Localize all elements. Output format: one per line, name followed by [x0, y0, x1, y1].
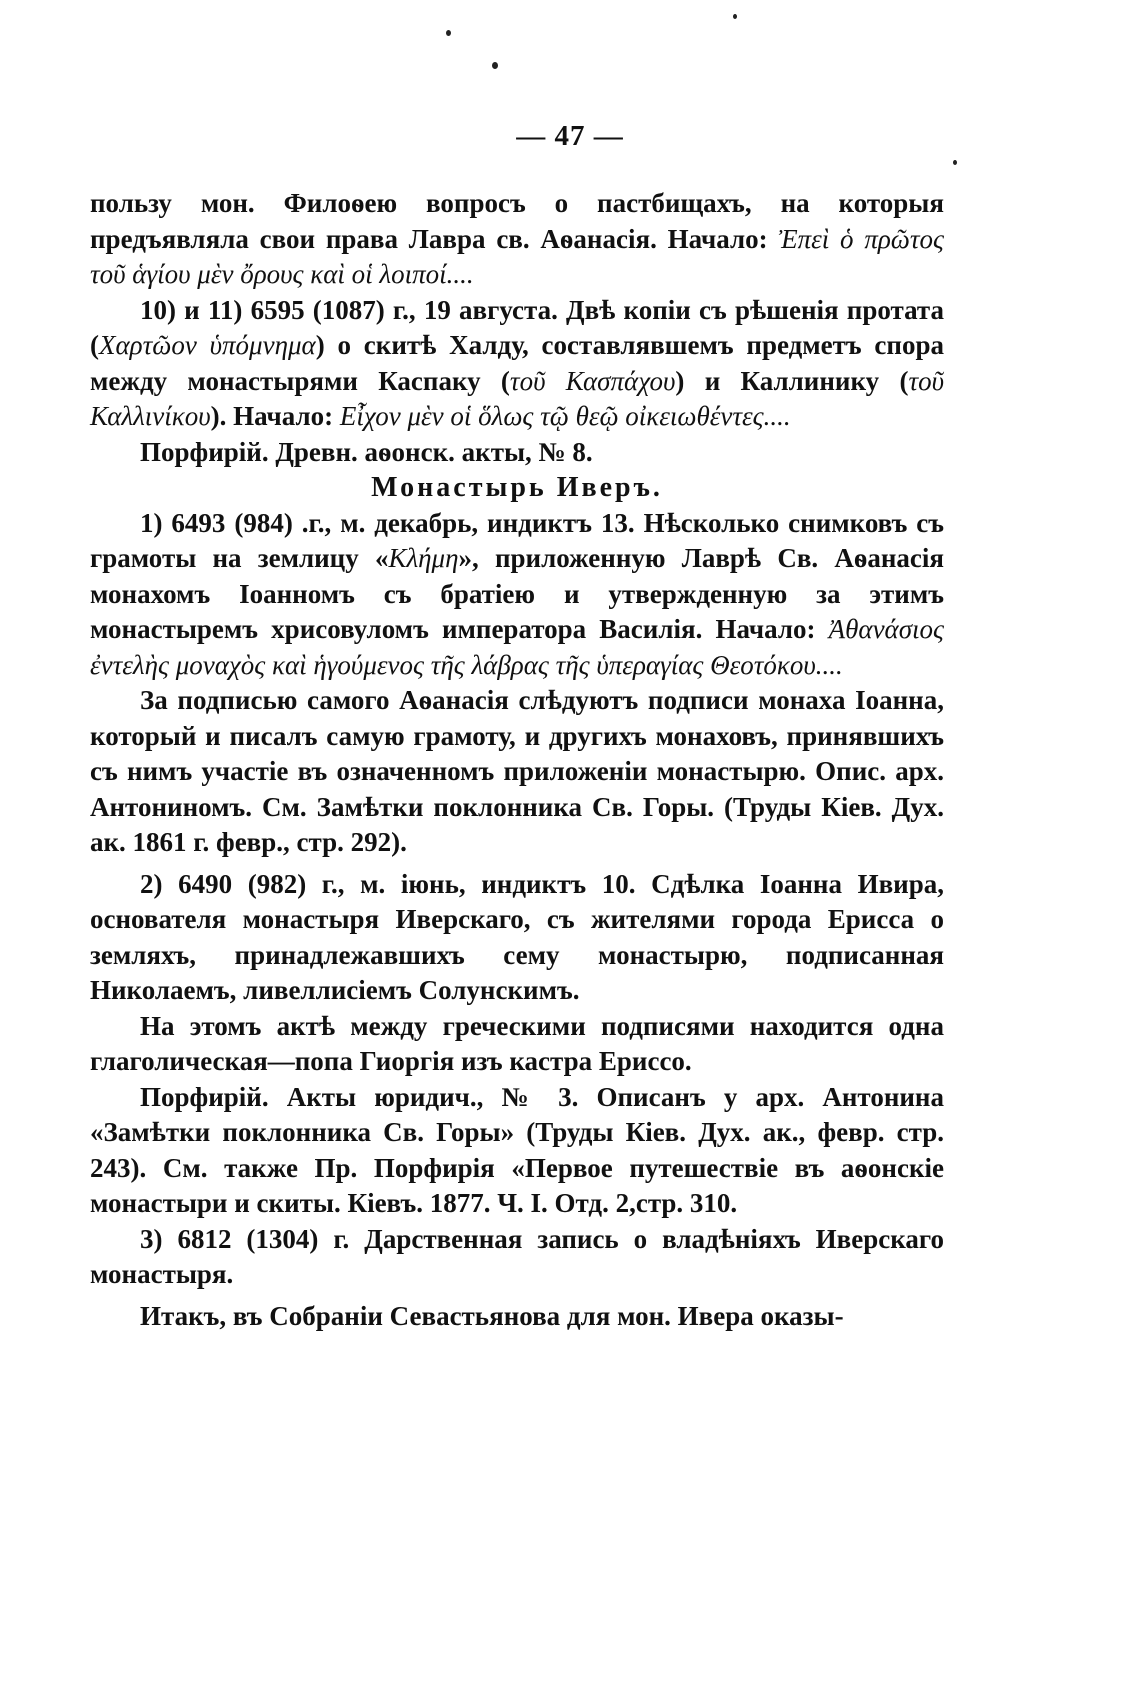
paragraph-text: ). Начало: — [210, 401, 340, 431]
section-heading-iver-monastery: Монастырь Иверъ. — [371, 472, 663, 503]
paragraph-reference-porfiry-acts: Порфирій. Акты юридич., № 3. Описанъ у арх. Антонина «Замѣтки поклонника Св. Горы» (Труды Кіев. Дух. ак., февр. стр. 243). См. также Пр. Порфирія «Первое путешествіе въ аѳонскіе монастыри и скиты. Кіевъ. 1877. Ч. I. Отд. 2,стр. 310. — [90, 1081, 944, 1218]
page-number: — 47 — — [516, 120, 624, 152]
paragraph-entry-3: 3) 6812 (1304) г. Дарственная запись о владѣніяхъ Иверскаго монастыря. — [90, 1223, 944, 1289]
greek-incipit: Ἐπεὶ ὁ πρῶτος τοῦ ἁγίου μὲν ὄρους καὶ οἱ λοιποί.... — [90, 223, 944, 289]
greek-word-klimi: Κλήμη — [388, 543, 459, 573]
paragraph-signatures: За подписью самого Аѳанасія слѣдуютъ подписи монаха Іоанна, который и писалъ самую грамоту, и другихъ монаховъ, принявшихъ съ нимъ участіе въ означенномъ приложеніи монастырю. Опис. арх. Антониномъ. См. Замѣтки поклонника Св. Горы. (Труды Кіев. Дух. ак. 1861 г. февр., стр. 292). — [90, 685, 944, 857]
paragraph-text: 10) и 11) 6595 (1087) г., 19 августа. Двѣ копіи съ рѣшенія протата ( — [90, 294, 944, 360]
paragraph-text: 1) 6493 (984) .г., м. декабрь, индиктъ 13. Нѣсколько снимковъ съ грамоты на землицу « — [90, 507, 944, 573]
ink-speck — [733, 14, 737, 19]
paragraph-text: ) о скитѣ Халду, составлявшемъ предметъ спора между монастырями Каспаку ( — [90, 330, 944, 396]
paragraph-reference-porfiry: Порфирій. Древн. аѳонск. акты, № 8. — [140, 436, 593, 467]
paragraph-text: ) и Каллинику ( — [675, 365, 909, 396]
greek-name-kallinikou: τοῦ Καλλινίκου — [90, 365, 944, 431]
paragraph-text: пользу мон. Филоѳею вопросъ о пастбищахъ, на которыя предъявляла свои права Лавра св. Аѳанасія. Начало: — [90, 188, 944, 254]
paragraph-entry-10-11 — [90, 293, 944, 435]
ink-speck — [953, 160, 957, 165]
greek-incipit: Εἶχον μὲν οἱ ὅλως τῷ θεῷ οἰκειωθέντες.... — [339, 401, 791, 431]
paragraph-filotheou-continuation — [90, 186, 944, 293]
greek-name-kaspakou: τοῦ Κασπάχου — [509, 365, 676, 396]
ink-speck — [492, 62, 498, 69]
paragraph-conclusion: Итакъ, въ Собраніи Севастьянова для мон. Ивера оказы- — [140, 1300, 844, 1331]
greek-incipit: Ἀθανάσιος ἐντελὴς μοναχὸς καὶ ἡγούμενος τῆς λάβρας τῆς ὑπεραγίας Θεοτόκου.... — [90, 614, 944, 680]
paragraph-text: », приложенную Лаврѣ Св. Аѳанасія монахомъ Іоанномъ съ братіею и утвержденную за этимъ монастыремъ хрисовуломъ императора Василія. Начало: — [90, 543, 945, 644]
paragraph-entry-2: 2) 6490 (982) г., м. іюнь, индиктъ 10. Сдѣлка Іоанна Ивира, основателя монастыря Иверскаго, съ жителями города Ерисса о земляхъ, принадлежавшихъ сему монастырю, подписанная Николаемъ, ливеллисіемъ Солунскимъ. — [90, 868, 944, 1005]
paragraph-entry-1 — [90, 506, 944, 684]
greek-title: Χαρτῶον ὑπόμνημα — [99, 330, 316, 360]
ink-speck — [446, 30, 451, 36]
page-body — [90, 186, 944, 1334]
paragraph-glagolitic-note: На этомъ актѣ между греческими подписями находится одна глаголическая—попа Гиоргія изъ кастра Ериссо. — [90, 1010, 944, 1076]
